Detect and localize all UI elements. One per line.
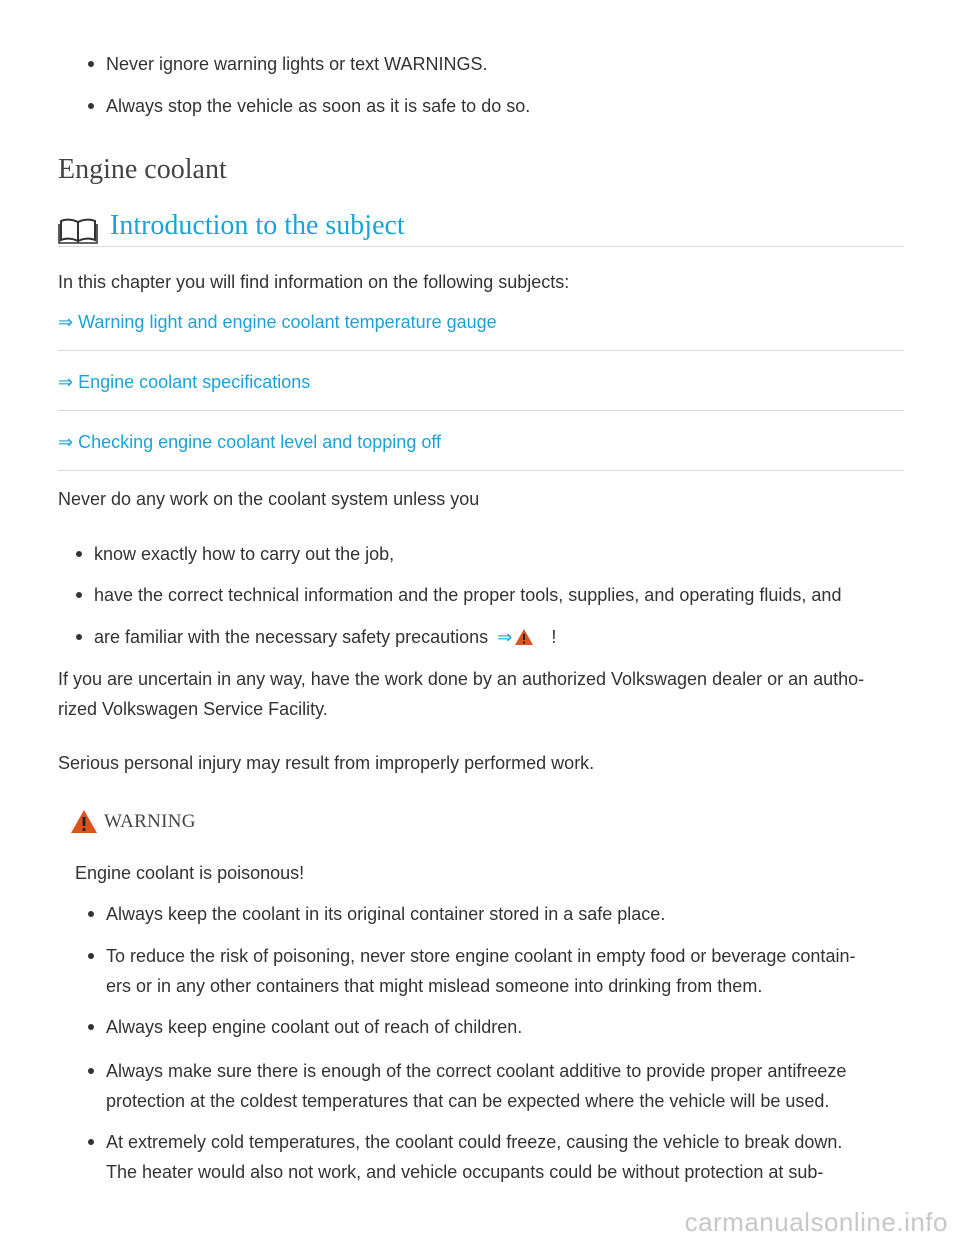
- condition-item: have the correct technical information and the proper tools, supplies, and operating fluids, and: [76, 580, 841, 610]
- watermark: carmanualsonline.info: [684, 1207, 948, 1237]
- intro-text: In this chapter you will find information on the following subjects:: [58, 272, 570, 292]
- intro-title: Introduction to the subject: [110, 210, 405, 241]
- warning-bullet: At extremely cold temperatures, the coolant could freeze, causing the vehicle to break down. The heater would also not work, and vehicle occupants could be without protection at sub-: [88, 1127, 842, 1187]
- subject-link-row: [58, 370, 904, 411]
- link-checking-coolant[interactable]: ⇒ Checking engine coolant level and topping off: [58, 432, 442, 452]
- subject-link-row: [58, 310, 904, 351]
- warning-triangle-icon: [70, 809, 98, 834]
- uncertain-line-2: rized Volkswagen Service Facility.: [58, 699, 328, 719]
- warning-bullet: To reduce the risk of poisoning, never store engine coolant in empty food or beverage contain- ers or in any other containers that might mislead someone into drinking from them.: [88, 941, 855, 1001]
- condition-item: know exactly how to carry out the job,: [76, 539, 394, 569]
- condition-item: are familiar with the necessary safety precautions ⇒ !: [76, 622, 556, 652]
- warning-header: [70, 809, 196, 834]
- warning-bullet: Always keep the coolant in its original container stored in a safe place.: [88, 899, 665, 929]
- link-warning-light[interactable]: ⇒ Warning light and engine coolant temperature gauge: [58, 312, 497, 332]
- warning-label: WARNING: [104, 810, 196, 832]
- top-bullet: Always stop the vehicle as soon as it is safe to do so.: [88, 91, 530, 121]
- book-icon: [58, 216, 98, 244]
- warning-triangle-icon: [514, 628, 534, 646]
- safety-ref-link[interactable]: ⇒: [497, 627, 539, 647]
- intro-heading: [58, 210, 904, 247]
- section-title: Engine coolant: [58, 154, 227, 185]
- top-bullet: Never ignore warning lights or text WARNINGS.: [88, 49, 487, 79]
- link-coolant-specs[interactable]: ⇒ Engine coolant specifications: [58, 372, 311, 392]
- uncertain-line-1: If you are uncertain in any way, have the work done by an authorized Volkswagen dealer or an autho-: [58, 669, 865, 689]
- warning-intro: Engine coolant is poisonous!: [75, 863, 305, 883]
- never-text: Never do any work on the coolant system unless you: [58, 489, 480, 509]
- warning-bullet: Always keep engine coolant out of reach of children.: [88, 1012, 522, 1042]
- subject-link-row: [58, 430, 904, 471]
- warning-bullet: Always make sure there is enough of the correct coolant additive to provide proper antifreeze protection at the coldest temperatures that can be expected where the vehicle will be used.: [88, 1056, 846, 1116]
- serious-text: Serious personal injury may result from improperly performed work.: [58, 753, 595, 773]
